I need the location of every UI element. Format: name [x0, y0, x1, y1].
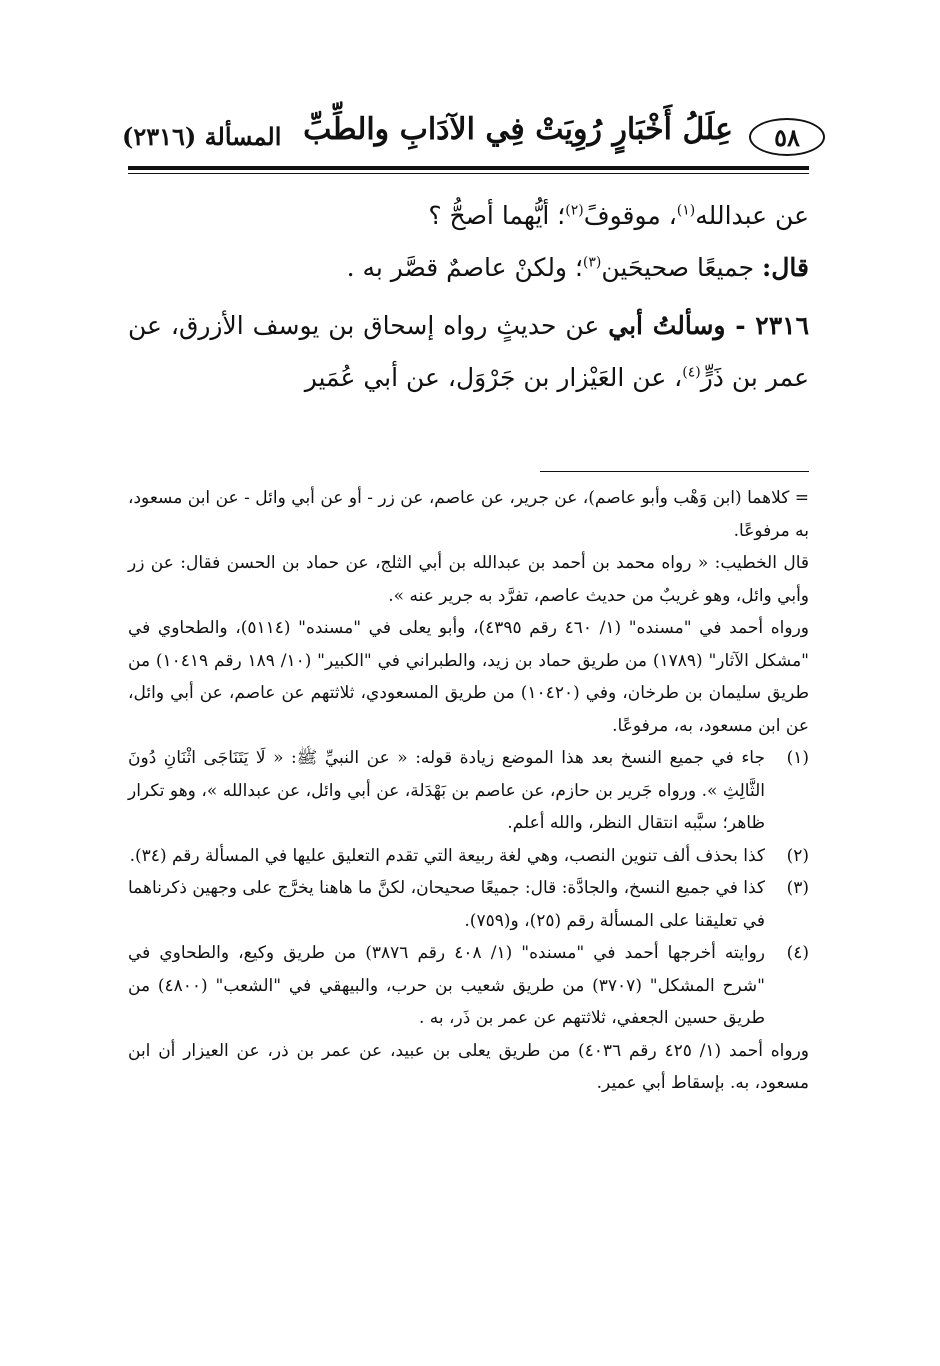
footnotes — [128, 482, 809, 1100]
footnote-ref-4[interactable]: (٤) — [682, 364, 701, 381]
footnote-text: كذا في جميع النسخ، والجادَّة: قال: جميعًا صحيحان، لكنَّ ما هاهنا يخرَّج على وجهين ذكرناهما في تعليقنا على المسألة رقم (٢٥)، و(٧٥٩). — [128, 878, 765, 931]
issue-paragraph — [128, 300, 809, 404]
footnote-ref-3[interactable]: (٣) — [582, 254, 602, 271]
text-run: ، عن العَيْزار بن جَرْوَل، عن أبي عُمَير — [304, 363, 683, 392]
footnote-number: (١) — [786, 748, 809, 768]
main-line-2 — [128, 242, 809, 294]
text-run: ، موقوفً — [583, 201, 677, 230]
footnote-continuation-2: قال الخطيب: « رواه محمد بن أحمد بن عبدالله بن أبي الثلج، عن حماد بن الحسن فقال: عن زر وأبي وائل، وهو غريبٌ من حديث عاصم، تفرَّد به جرير عنه ». — [128, 553, 809, 606]
main-line-1 — [128, 190, 809, 242]
footnote-separator — [540, 471, 809, 472]
footnote-number: (٤) — [786, 943, 809, 963]
speaker-label: قال: — [762, 253, 809, 282]
footnote-text: روايته أخرجها أحمد في "مسنده" (١/ ٤٠٨ رقم ٣٨٧٦) من طريق وكيع، والطحاوي في "شرح المشكل" (٣٧٠٧) من طريق شعيب بن حرب، والبيهقي في "الشعب" (٤٨٠٠) من طريق حسين الجعفي، ثلاثتهم عن عمر بن ذَر، به . — [128, 943, 765, 1028]
footnote-ref-2[interactable]: (٢) — [565, 202, 584, 219]
text-run: ؛ أيُّهما أصحُّ ؟ — [428, 201, 566, 230]
issue-heading: ٢٣١٦ - وسألتُ أبي — [608, 311, 810, 340]
issue-label: المسألة (٢٣١٦) — [122, 122, 282, 151]
text-run: عن حديثٍ رواه إسحاق بن يوسف الأزرق، عن عمر بن ذَرٍّ — [128, 311, 809, 392]
header-rule-thin — [128, 173, 809, 174]
footnote-1 — [128, 742, 809, 840]
footnote-4 — [128, 937, 809, 1035]
footnote-number: (٢) — [786, 845, 809, 866]
footnote-text: كذا بحذف ألف تنوين النصب، وهي لغة ربيعة التي تقدم التعليق عليها في المسألة رقم (٣٤). — [129, 845, 765, 866]
header-rule-thick — [128, 166, 809, 170]
footnote-2 — [128, 840, 809, 873]
footnote-ref-1[interactable]: (١) — [676, 202, 696, 219]
footnote-3 — [128, 872, 809, 937]
footnote-continuation-3: ورواه أحمد في "مسنده" (١/ ٤٦٠ رقم ٤٣٩٥)، وأبو يعلى في "مسنده" (٥١١٤)، والطحاوي في "مشكل الآثار" (١٧٨٩) من طريق حماد بن زيد، والطبراني في "الكبير" (١٠/ ١٨٩ رقم ١٠٤١٩) من طريق سليمان بن طرخان، وفي (١٠٤٢٠) من طريق المسعودي، ثلاثتهم عن عاصم، عن أبي وائل، عن ابن مسعود، به، مرفوعًا. — [128, 618, 809, 736]
page-number: ٥٨ — [749, 118, 825, 156]
footnote-4-tail: ورواه أحمد (١/ ٤٢٥ رقم ٤٠٣٦) من طريق يعلى بن عبيد، عن عمر بن ذر، عن العيزار أن ابن مسعود، به. بإسقاط أبي عمير. — [128, 1040, 809, 1093]
footnote-number: (٣) — [786, 878, 809, 898]
main-text — [128, 190, 809, 404]
text-run: عن عبدالله — [695, 201, 809, 230]
text-run: جميعًا صحيحَين — [601, 253, 763, 282]
text-run: ؛ ولكنْ عاصمٌ قصَّر به . — [346, 253, 583, 282]
running-header — [110, 112, 825, 162]
book-title: عِلَلُ أَخْبَارٍ رُوِيَتْ فِي الآدَابِ والطِّبِّ — [303, 112, 733, 147]
footnote-text: جاء في جميع النسخ بعد هذا الموضع زيادة قوله: « عن النبيِّ ﷺ: « لَا يَتَنَاجَى اثْنَانِ دُونَ الثَّالِثِ ». ورواه جَرير بن حازم، عن عاصم بن بَهْدَلة، عن أبي وائل، عن عبدالله »، وهو تكرار ظاهر؛ سبَّبه انتقال النظر، والله أعلم. — [128, 748, 765, 833]
footnote-continuation-1: = كلاهما (ابن وَهْب وأبو عاصم)، عن جرير، عن عاصم، عن زر - أو عن أبي وائل - عن ابن مسعود، به مرفوعًا. — [128, 488, 809, 541]
